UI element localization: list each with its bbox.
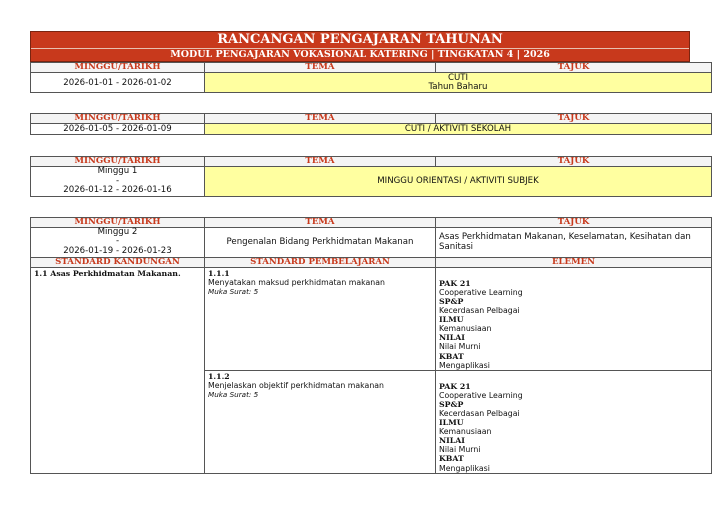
week-table-1 [30, 62, 712, 93]
elemen-value: Mengaplikasi [439, 463, 490, 473]
elemen-label: PAK 21 [439, 278, 471, 288]
week-cell [31, 227, 205, 257]
holiday-label: CUTI [447, 72, 469, 83]
elemen-label: ILMU [439, 418, 464, 428]
learning-standard-cell [205, 267, 436, 370]
header-tajuk: TAJUK [436, 217, 712, 227]
document-subtitle: MODUL PENGAJARAN VOKASIONAL KATERING | TINGKATAN 4 | 2026 [31, 48, 689, 61]
week-date: 2026-01-12 - 2026-01-16 [63, 185, 172, 196]
elemen-cell [436, 267, 712, 370]
elemen-label: SP&P [439, 296, 464, 306]
week-date: 2026-01-19 - 2026-01-23 [63, 246, 172, 257]
header-minggu: MINGGU/TARIKH [31, 157, 205, 167]
header-tajuk: TAJUK [436, 63, 712, 73]
standard-kandungan-cell [31, 267, 205, 473]
orientation-cell: MINGGU ORIENTASI / AKTIVITI SUBJEK [205, 167, 712, 197]
header-minggu: MINGGU/TARIKH [31, 217, 205, 227]
elemen-label: SP&P [439, 399, 464, 409]
header-tema: TEMA [205, 114, 436, 124]
header-tema: TEMA [205, 63, 436, 73]
header-standard-pembelajaran: STANDARD PEMBELAJARAN [205, 257, 436, 267]
page-reference: Muka Surat: 5 [208, 286, 259, 296]
week-dash: - [115, 236, 120, 247]
header-tajuk: TAJUK [436, 157, 712, 167]
header-tema: TEMA [205, 217, 436, 227]
elemen-value: Cooperative Learning [439, 390, 523, 400]
week-label: Minggu 2 [97, 226, 138, 237]
learning-standard-code: 1.1.1 [208, 268, 230, 278]
elemen-value: Nilai Murni [439, 445, 481, 455]
tema-cell: Pengenalan Bidang Perkhidmatan Makanan [205, 227, 436, 257]
elemen-label: NILAI [439, 436, 465, 446]
learning-standard-desc: Menjelaskan objektif perkhidmatan makanan [208, 380, 384, 390]
elemen-label: ILMU [439, 315, 464, 325]
tajuk-cell: Asas Perkhidmatan Makanan, Keselamatan, Kesihatan dan Sanitasi [436, 227, 712, 257]
header-tajuk: TAJUK [436, 114, 712, 124]
elemen-value: Kecerdasan Pelbagai [439, 306, 520, 316]
week-table-4 [30, 217, 712, 474]
week-label: Minggu 1 [97, 166, 138, 176]
elemen-label: NILAI [439, 333, 465, 343]
elemen-label: KBAT [439, 454, 464, 464]
elemen-cell [436, 370, 712, 473]
elemen-value: Mengaplikasi [439, 360, 490, 370]
header-minggu: MINGGU/TARIKH [31, 114, 205, 124]
elemen-label: PAK 21 [439, 381, 471, 391]
holiday-name: Tahun Baharu [428, 81, 488, 92]
date-cell: 2026-01-05 - 2026-01-09 [31, 124, 205, 135]
page-reference: Muka Surat: 5 [208, 389, 259, 399]
header-tema: TEMA [205, 157, 436, 167]
header-minggu: MINGGU/TARIKH [31, 63, 205, 73]
elemen-value: Kecerdasan Pelbagai [439, 409, 520, 418]
standard-kandungan-text: 1.1 Asas Perkhidmatan Makanan. [34, 268, 181, 278]
document-page [30, 31, 690, 474]
week-table-2 [30, 113, 712, 135]
document-title: RANCANGAN PENGAJARAN TAHUNAN [217, 32, 503, 47]
week-table-3 [30, 156, 712, 197]
elemen-value: Kemanusiaan [439, 427, 492, 437]
activity-cell: CUTI / AKTIVITI SEKOLAH [205, 124, 712, 135]
learning-standard-cell [205, 370, 436, 473]
week-dash: - [115, 175, 120, 186]
learning-standard-desc: Menyatakan maksud perkhidmatan makanan [208, 277, 385, 287]
title-banner [30, 31, 690, 62]
header-elemen: ELEMEN [436, 257, 712, 267]
elemen-value: Cooperative Learning [439, 287, 523, 297]
header-standard-kandungan: STANDARD KANDUNGAN [31, 257, 205, 267]
learning-standard-code: 1.1.2 [208, 371, 230, 381]
date-cell: 2026-01-01 - 2026-01-02 [31, 73, 205, 93]
elemen-value: Kemanusiaan [439, 324, 492, 334]
week-cell [31, 167, 205, 197]
elemen-value: Nilai Murni [439, 342, 481, 352]
holiday-cell [205, 73, 712, 93]
elemen-label: KBAT [439, 351, 464, 361]
